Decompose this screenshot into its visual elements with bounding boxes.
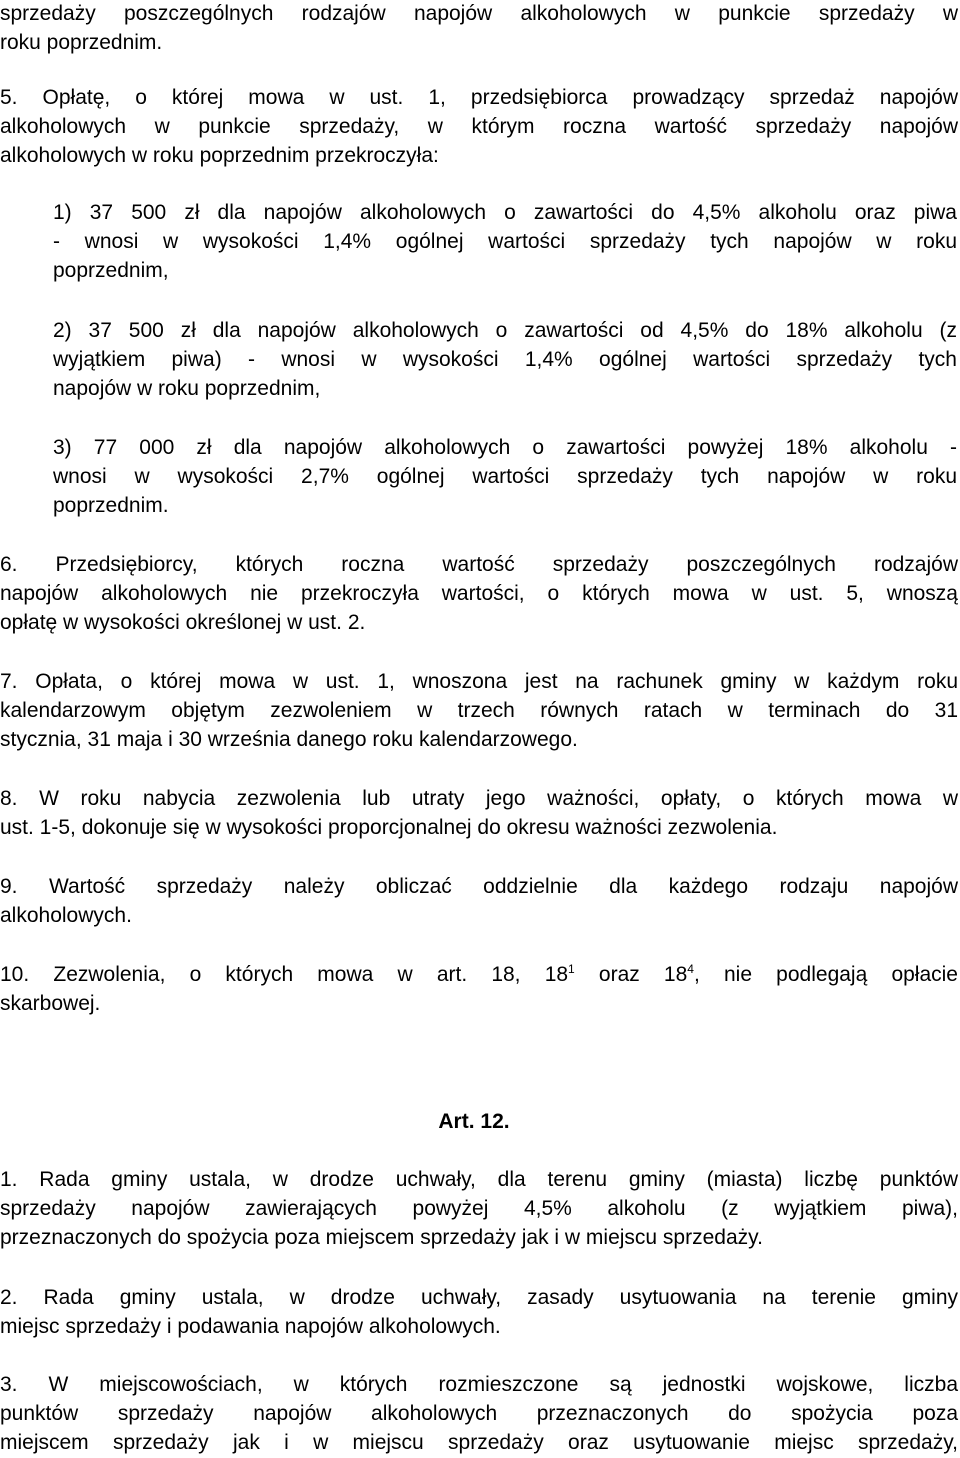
paragraph-10-line bbox=[0, 960, 958, 989]
text-line: napojów alkoholowych nie przekroczyła wartości, o których mowa w ust. 5, wnoszą bbox=[0, 582, 958, 605]
list-item-line: poprzednim, bbox=[53, 259, 169, 282]
text-line: alkoholowych w punkcie sprzedaży, w którym roczna wartość sprzedaży napojów bbox=[0, 115, 958, 138]
text-line: 9. Wartość sprzedaży należy obliczać oddzielnie dla każdego rodzaju napojów bbox=[0, 875, 958, 898]
text-line: sprzedaży napojów zawierających powyżej 4,5% alkoholu (z wyjątkiem piwa), bbox=[0, 1197, 958, 1220]
superscript: 1 bbox=[568, 962, 575, 976]
list-item-line: 2) 37 500 zł dla napojów alkoholowych o zawartości od 4,5% do 18% alkoholu (z bbox=[53, 319, 957, 342]
list-item-line: wnosi w wysokości 2,7% ogólnej wartości sprzedaży tych napojów w roku bbox=[53, 465, 957, 488]
text-line: 5. Opłatę, o której mowa w ust. 1, przedsiębiorca prowadzący sprzedaż napojów bbox=[0, 86, 958, 109]
text-line: sprzedaży poszczególnych rodzajów napojów alkoholowych w punkcie sprzedaży w bbox=[0, 2, 958, 25]
text-line: 1. Rada gminy ustala, w drodze uchwały, dla terenu gminy (miasta) liczbę punktów bbox=[0, 1168, 958, 1191]
list-item-line: - wnosi w wysokości 1,4% ogólnej wartości sprzedaży tych napojów w roku bbox=[53, 230, 957, 253]
text-line: przeznaczonych do spożycia poza miejscem sprzedaży jak i w miejscu sprzedaży. bbox=[0, 1226, 763, 1249]
text-line: alkoholowych. bbox=[0, 904, 132, 927]
text-line: 6. Przedsiębiorcy, których roczna wartość sprzedaży poszczególnych rodzajów bbox=[0, 553, 958, 576]
superscript: 4 bbox=[687, 962, 694, 976]
list-item-line: poprzednim. bbox=[53, 494, 169, 517]
text-line: miejsc sprzedaży i podawania napojów alkoholowych. bbox=[0, 1315, 501, 1338]
text-line: roku poprzednim. bbox=[0, 31, 163, 54]
text-line: 8. W roku nabycia zezwolenia lub utraty jego ważności, opłaty, o których mowa w bbox=[0, 787, 958, 810]
text-line: stycznia, 31 maja i 30 września danego roku kalendarzowego. bbox=[0, 728, 578, 751]
text-span: oraz 18 bbox=[574, 963, 688, 986]
text-line: skarbowej. bbox=[0, 992, 101, 1015]
text-line: 2. Rada gminy ustala, w drodze uchwały, zasady usytuowania na terenie gminy bbox=[0, 1286, 958, 1309]
text-line: 3. W miejscowościach, w których rozmieszczone są jednostki wojskowe, liczba bbox=[0, 1373, 958, 1396]
text-line: 7. Opłata, o której mowa w ust. 1, wnoszona jest na rachunek gminy w każdym roku bbox=[0, 670, 958, 693]
text-line: alkoholowych w roku poprzednim przekroczyła: bbox=[0, 144, 439, 167]
list-item-line: napojów w roku poprzednim, bbox=[53, 377, 321, 400]
list-item-line: wyjątkiem piwa) - wnosi w wysokości 1,4% ogólnej wartości sprzedaży tych bbox=[53, 348, 957, 371]
list-item-line: 1) 37 500 zł dla napojów alkoholowych o zawartości do 4,5% alkoholu oraz piwa bbox=[53, 201, 957, 224]
text-line: ust. 1-5, dokonuje się w wysokości proporcjonalnej do okresu ważności zezwolenia. bbox=[0, 816, 778, 839]
text-line: miejscem sprzedaży jak i w miejscu sprzedaży oraz usytuowanie miejsc sprzedaży, bbox=[0, 1431, 958, 1454]
text-line: punktów sprzedaży napojów alkoholowych przeznaczonych do spożycia poza bbox=[0, 1402, 958, 1425]
article-heading: Art. 12. bbox=[438, 1110, 510, 1133]
text-line: opłatę w wysokości określonej w ust. 2. bbox=[0, 611, 366, 634]
text-span: , nie podlegają opłacie bbox=[693, 963, 958, 986]
text-span: 10. Zezwolenia, o których mowa w art. 18, 18 bbox=[0, 963, 569, 986]
list-item-line: 3) 77 000 zł dla napojów alkoholowych o zawartości powyżej 18% alkoholu - bbox=[53, 436, 957, 459]
text-line: kalendarzowym objętym zezwoleniem w trzech równych ratach w terminach do 31 bbox=[0, 699, 958, 722]
